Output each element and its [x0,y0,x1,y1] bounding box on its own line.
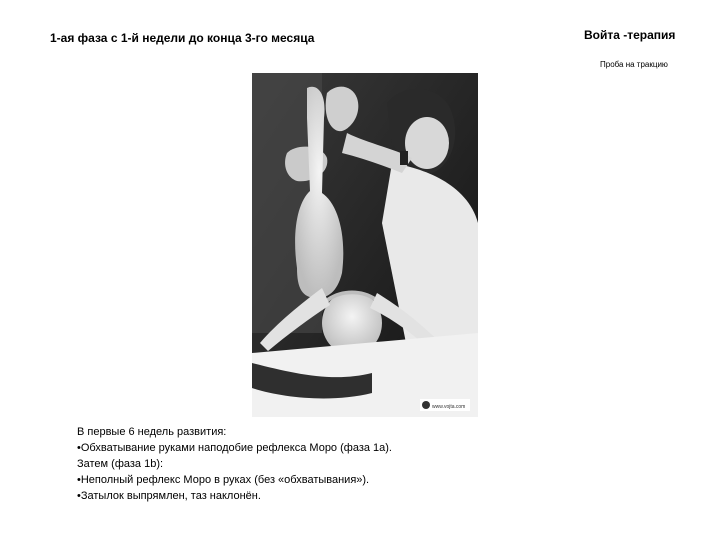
slide-subtitle-test: Проба на тракцию [600,60,668,69]
caption-line: В первые 6 недель развития: [77,426,227,438]
caption-line: •Затылок выпрямлен, таз наклонён. [77,490,261,502]
therapy-photo-image [252,73,478,417]
caption-line: •Обхватывание руками наподобие рефлекса Моро (фаза 1а). [77,442,392,454]
photo-watermark: www.vojta.com [432,404,466,410]
caption-line: •Неполный рефлекс Моро в руках (без «обхватывания»). [77,474,370,486]
caption-text [77,424,392,504]
therapy-photo [252,73,478,417]
caption-line: Затем (фаза 1b): [77,458,164,470]
slide-title-therapy: Войта -терапия [584,28,676,42]
slide-title-phase: 1-ая фаза с 1-й недели до конца 3-го месяца [50,31,315,45]
